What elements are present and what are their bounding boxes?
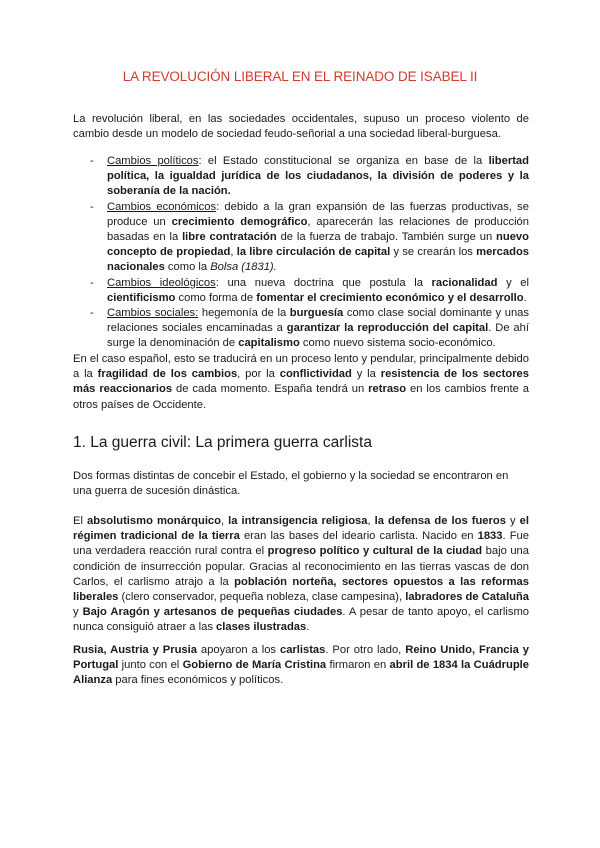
- section-paragraph-2: El absolutismo monárquico, la intransigencia religiosa, la defensa de los fueros y el régimen tradicional de la tierra eran las bases del ideario carlista. Nacido en 1833. Fue una verdadera reacción rural contra el progreso político y cultural de la ciudad bajo una condición de insurrección popular. Gracias al reconocimiento en las tierras vascas de don Carlos, el carlismo atrajo a la población norteña, sectores opuestos a las reformas liberales (clero conservador, pequeña nobleza, clase campesina), labradores de Cataluña y Bajo Aragón y artesanos de pequeñas ciudades. A pesar de tanto apoyo, el carlismo nunca consiguió atraer a las clases ilustradas.: [73, 515, 529, 634]
- spain-paragraph: En el caso español, esto se traducirá en un proceso lento y pendular, principalmente debido a la fragilidad de los cambios, por la conflictividad y la resistencia de los sectores más reaccionarios de cada momento. España tendrá un retraso en los cambios frente a otros países de Occidente.: [73, 353, 529, 411]
- intro-paragraph: La revolución liberal, en las sociedades occidentales, supuso un proceso violento de cambio desde un modelo de sociedad feudo-señorial a una sociedad liberal-burguesa.: [73, 113, 529, 141]
- list-item-social: - Cambios sociales: hegemonía de la burguesía como clase social dominante y unas relaciones sociales encaminadas a garantizar la reproducción del capital. De ahí surge la denominación de capitalismo como nuevo sistema socio-económico.: [90, 307, 529, 350]
- list-dash: -: [90, 155, 94, 167]
- section-paragraph-3: Rusia, Austria y Prusia apoyaron a los carlistas. Por otro lado, Reino Unido, Francia y Portugal junto con el Gobierno de María Cristina firmaron en abril de 1834 la Cuádruple Alianza para fines económicos y políticos.: [73, 644, 529, 687]
- section-heading: 1. La guerra civil: La primera guerra carlista: [73, 434, 372, 451]
- list-dash: -: [90, 307, 94, 320]
- list-item-economic: - Cambios económicos: debido a la gran expansión de las fuerzas productivas, se produce un crecimiento demográfico, aparecerán las relaciones de producción basadas en la libre contratación de la fuerza de trabajo. También surge un nuevo concepto de propiedad, la libre circulación de capital y se crearán los mercados nacionales como la Bolsa (1831).: [90, 200, 529, 274]
- list-dash: -: [90, 200, 94, 213]
- list-item-political: - Cambios políticos: el Estado constitucional se organiza en base de la libertad política, la igualdad jurídica de los ciudadanos, la división de poderes y la soberanía de la nación.: [90, 155, 529, 198]
- changes-list: [73, 154, 529, 352]
- list-dash: -: [90, 276, 94, 289]
- list-item-ideological: - Cambios ideológicos: una nueva doctrina que postula la racionalidad y el cientificismo como forma de fomentar el crecimiento económico y el desarrollo.: [90, 276, 529, 304]
- section-paragraph-1: Dos formas distintas de concebir el Estado, el gobierno y la sociedad se encontraron en una guerra de sucesión dinástica.: [73, 470, 509, 498]
- document-title: LA REVOLUCIÓN LIBERAL EN EL REINADO DE ISABEL II: [122, 69, 478, 84]
